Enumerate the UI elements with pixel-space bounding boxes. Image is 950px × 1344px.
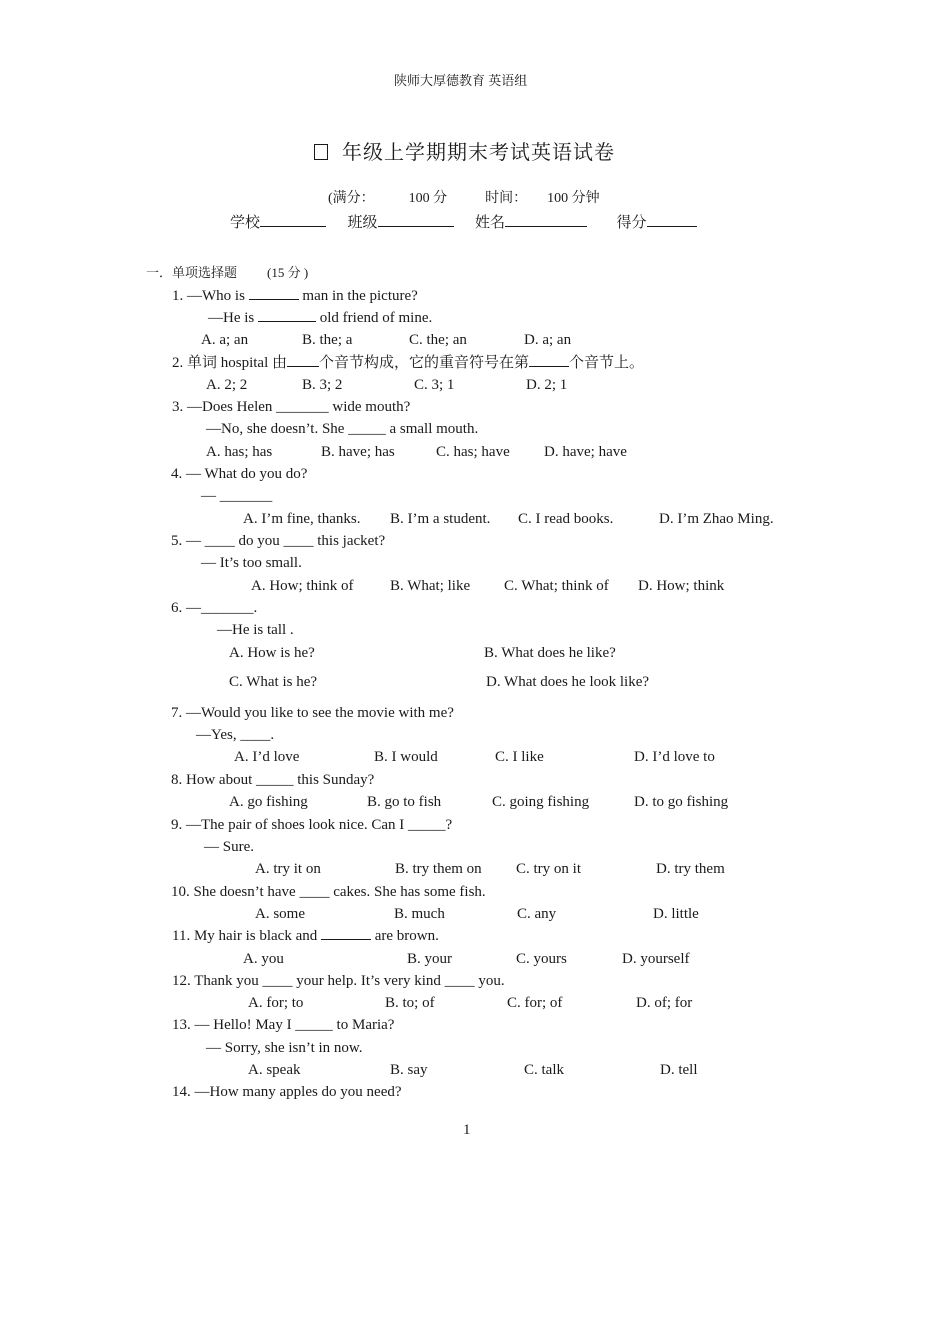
option-c[interactable]: C. I read books. bbox=[518, 511, 614, 527]
school-blank[interactable] bbox=[260, 214, 326, 227]
option-a[interactable]: A. 2; 2 bbox=[206, 377, 248, 393]
q11-stem-end: are brown. bbox=[374, 928, 439, 944]
option-b[interactable]: B. try them on bbox=[395, 861, 482, 877]
option-c[interactable]: C. yours bbox=[516, 951, 567, 967]
question-stem: 5. — ____ do you ____ this jacket? bbox=[171, 533, 386, 549]
option-b[interactable]: B. much bbox=[394, 906, 445, 922]
page-header: 陕师大厚德教育 英语组 bbox=[394, 73, 528, 88]
section-heading bbox=[146, 264, 308, 282]
q2-stem-end: 个音节上。 bbox=[569, 355, 645, 371]
q1-stem-end: man in the picture? bbox=[302, 288, 418, 304]
answer-blank bbox=[258, 309, 316, 322]
exam-info bbox=[328, 190, 600, 208]
option-c[interactable]: C. the; an bbox=[409, 332, 467, 348]
q1-line2-end: old friend of mine. bbox=[319, 310, 433, 326]
question-line: — Sorry, she isn’t in now. bbox=[206, 1040, 363, 1056]
option-c[interactable]: C. talk bbox=[524, 1062, 564, 1078]
option-a[interactable]: A. I’d love bbox=[234, 749, 300, 765]
option-a[interactable]: A. How is he? bbox=[229, 645, 315, 661]
question-stem: 14. —How many apples do you need? bbox=[172, 1084, 402, 1100]
question-stem: 10. She doesn’t have ____ cakes. She has some fish. bbox=[171, 884, 486, 900]
q1-stem-start: 1. —Who is bbox=[172, 288, 245, 304]
question-stem: 12. Thank you ____ your help. It’s very kind ____ you. bbox=[172, 973, 505, 989]
option-d[interactable]: D. I’d love to bbox=[634, 749, 715, 765]
option-d[interactable]: D. try them bbox=[656, 861, 725, 877]
question-stem bbox=[172, 927, 439, 945]
option-b[interactable]: B. 3; 2 bbox=[302, 377, 343, 393]
exam-title bbox=[314, 144, 615, 162]
question-line: —He is tall . bbox=[217, 622, 294, 638]
option-a[interactable]: A. some bbox=[255, 906, 305, 922]
question-stem: 7. —Would you like to see the movie with me? bbox=[171, 705, 454, 721]
question-stem: 3. —Does Helen _______ wide mouth? bbox=[172, 399, 411, 415]
name-blank[interactable] bbox=[505, 214, 587, 227]
class-blank[interactable] bbox=[378, 214, 454, 227]
option-b[interactable]: B. go to fish bbox=[367, 794, 442, 810]
option-d[interactable]: D. What does he look like? bbox=[486, 674, 650, 690]
option-a[interactable]: A. I’m fine, thanks. bbox=[243, 511, 361, 527]
q2-stem-start: 2. 单词 hospital 由 bbox=[172, 355, 287, 371]
student-fields bbox=[230, 214, 697, 232]
option-a[interactable]: A. has; has bbox=[206, 444, 273, 460]
option-d[interactable]: D. 2; 1 bbox=[526, 377, 568, 393]
option-a[interactable]: A. for; to bbox=[248, 995, 304, 1011]
name-label: 姓名 bbox=[475, 215, 506, 231]
option-b[interactable]: B. I’m a student. bbox=[390, 511, 491, 527]
question-line: — _______ bbox=[201, 488, 273, 504]
option-b[interactable]: B. your bbox=[407, 951, 452, 967]
option-c[interactable]: C. What; think of bbox=[504, 578, 609, 594]
exam-title-text: 年级上学期期末考试英语试卷 bbox=[342, 142, 615, 164]
option-c[interactable]: C. any bbox=[517, 906, 557, 922]
option-a[interactable]: A. you bbox=[243, 951, 284, 967]
option-a[interactable]: A. a; an bbox=[201, 332, 249, 348]
q2-stem-middle: 个音节构成，它的重音符号在第 bbox=[319, 355, 530, 371]
option-a[interactable]: A. How; think of bbox=[251, 578, 354, 594]
question-stem bbox=[172, 287, 418, 305]
option-b[interactable]: B. say bbox=[390, 1062, 428, 1078]
option-c[interactable]: C. going fishing bbox=[492, 794, 590, 810]
time-label: 时间： bbox=[485, 191, 528, 206]
option-b[interactable]: B. What; like bbox=[390, 578, 471, 594]
section-title: 一．单项选择题 bbox=[146, 265, 238, 280]
option-b[interactable]: B. the; a bbox=[302, 332, 353, 348]
option-d[interactable]: D. How; think bbox=[638, 578, 725, 594]
answer-blank bbox=[321, 927, 371, 940]
class-label: 班级 bbox=[347, 215, 378, 231]
option-c[interactable]: C. I like bbox=[495, 749, 544, 765]
time-value: 100 分钟 bbox=[547, 191, 600, 206]
option-d[interactable]: D. yourself bbox=[622, 951, 690, 967]
answer-blank bbox=[287, 354, 319, 367]
answer-blank bbox=[529, 354, 569, 367]
option-b[interactable]: B. have; has bbox=[321, 444, 395, 460]
option-d[interactable]: D. a; an bbox=[524, 332, 572, 348]
option-b[interactable]: B. to; of bbox=[385, 995, 435, 1011]
score-label: 得分 bbox=[616, 215, 647, 231]
option-a[interactable]: A. try it on bbox=[255, 861, 321, 877]
question-stem: 13. — Hello! May I _____ to Maria? bbox=[172, 1017, 395, 1033]
option-d[interactable]: D. I’m Zhao Ming. bbox=[659, 511, 774, 527]
answer-blank bbox=[249, 287, 299, 300]
missing-glyph-box bbox=[314, 144, 328, 160]
question-line: —Yes, ____. bbox=[196, 727, 275, 743]
option-c[interactable]: C. 3; 1 bbox=[414, 377, 455, 393]
option-c[interactable]: C. has; have bbox=[436, 444, 510, 460]
option-c[interactable]: C. for; of bbox=[507, 995, 563, 1011]
question-stem: 8. How about _____ this Sunday? bbox=[171, 772, 375, 788]
question-line: —No, she doesn’t. She _____ a small mouth. bbox=[206, 421, 479, 437]
question-stem: 4. — What do you do? bbox=[171, 466, 308, 482]
q11-stem-start: 11. My hair is black and bbox=[172, 928, 318, 944]
option-b[interactable]: B. What does he like? bbox=[484, 645, 616, 661]
question-stem bbox=[172, 354, 644, 372]
school-label: 学校 bbox=[230, 215, 261, 231]
option-b[interactable]: B. I would bbox=[374, 749, 438, 765]
option-d[interactable]: D. have; have bbox=[544, 444, 627, 460]
full-score-value: 100 分 bbox=[408, 191, 448, 206]
score-blank[interactable] bbox=[647, 214, 697, 227]
option-c[interactable]: C. try on it bbox=[516, 861, 582, 877]
option-c[interactable]: C. What is he? bbox=[229, 674, 318, 690]
option-d[interactable]: D. tell bbox=[660, 1062, 698, 1078]
question-stem: 9. —The pair of shoes look nice. Can I _____? bbox=[171, 817, 453, 833]
question-stem: 6. —_______. bbox=[171, 600, 258, 616]
option-a[interactable]: A. go fishing bbox=[229, 794, 308, 810]
question-line: — Sure. bbox=[204, 839, 254, 855]
question-line bbox=[208, 309, 432, 327]
section-points: (15 分 ) bbox=[267, 265, 309, 280]
question-line: — It’s too small. bbox=[201, 555, 302, 571]
option-d[interactable]: D. to go fishing bbox=[634, 794, 729, 810]
option-d[interactable]: D. little bbox=[653, 906, 699, 922]
q1-line2-start: —He is bbox=[208, 310, 255, 326]
full-score-label: (满分： bbox=[328, 191, 375, 206]
option-d[interactable]: D. of; for bbox=[636, 995, 693, 1011]
option-a[interactable]: A. speak bbox=[248, 1062, 301, 1078]
page-number: 1 bbox=[463, 1122, 471, 1138]
